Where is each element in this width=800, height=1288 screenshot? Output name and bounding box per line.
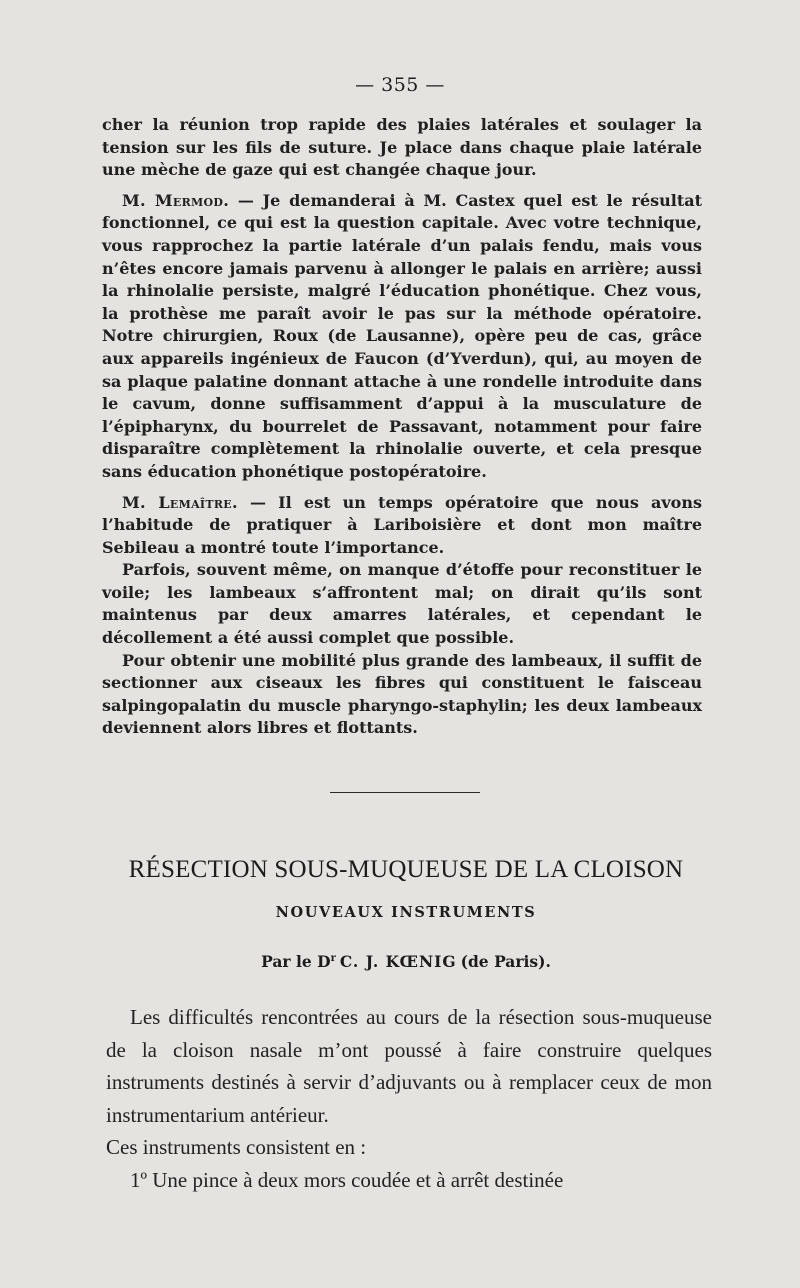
article-paragraph-2: Ces instruments consistent en : [106, 1135, 367, 1159]
mermod-text: — Je demanderai à M. Castex quel est le résultat fonctionnel, ce qui est la question capitale. Avec votre technique, vous rapprochez la partie latérale d’un palais fendu, mais vous n’êtes encore jamais parvenu à allonger le palais en arrière; aussi la rhinolalie persiste, malgré l’éducation phonétique. Chez vous, la prothèse me paraît avoir le pas sur la méthode opératoire. Notre chirurgien, Roux (de Lausanne), opère peu de cas, grâce aux appareils ingénieux de Faucon (d’Yverdun), qui, au moyen de sa plaque palatine donnant attache à une rondelle introduite dans le cavum, donne suffisamment d’appui à la musculature de l’épipharynx, du bourrelet de Passavant, notamment pour faire disparaître complètement la rhinolalie ouverte, et cela presque sans éducation phonétique postopératoire. [102, 190, 702, 481]
speaker-mermod: M. Mermod. [122, 190, 230, 210]
opening-paragraph: cher la réunion trop rapide des plaies latérales et soulager la tension sur les fils de suture. Je place dans chaque plaie latérale une mèche de gaze qui est changée chaque jour. [102, 115, 702, 180]
article-byline [100, 952, 712, 971]
discussion-section [102, 114, 702, 740]
speaker-lemaitre: M. Lemaître. [122, 492, 238, 512]
page-number: — 355 — [355, 74, 445, 96]
section-divider [330, 792, 480, 793]
article-subtitle: NOUVEAUX INSTRUMENTS [275, 904, 537, 921]
byline-sup: r [330, 952, 336, 964]
lemaitre-text: — Il est un temps opératoire que nous avons l’habitude de pratiquer à Lariboisière et dont mon maître Sebileau a montré toute l’importance. [102, 492, 702, 557]
byline-prefix: Par le D [261, 952, 331, 971]
lemaitre-paragraph-3: Pour obtenir une mobilité plus grande des lambeaux, il suffit de sectionner aux ciseaux les fibres qui constituent le faisceau salpingopalatin du muscle pharyngo-staphylin; les deux lambeaux deviennent alors libres et flottants. [102, 650, 702, 738]
article-paragraph-3: 1º Une pince à deux mors coudée et à arrêt destinée [130, 1167, 564, 1192]
author-name: C. J. KŒNIG [339, 952, 457, 971]
byline-suffix: (de Paris). [460, 952, 551, 971]
article-body [106, 1001, 712, 1196]
lemaitre-paragraph-2: Parfois, souvent même, on manque d’étoffe pour reconstituer le voile; les lambeaux s’affrontent mal; on dirait qu’ils sont maintenus par deux amarres latérales, et cependant le décollement a été aussi complet que possible. [102, 560, 702, 648]
mermod-paragraph [102, 190, 702, 484]
article-title: RÉSECTION SOUS-MUQUEUSE DE LA CLOISON [128, 856, 684, 883]
lemaitre-paragraph [102, 492, 702, 560]
article-paragraph-1: Les difficultés rencontrées au cours de la résection sous-muqueuse de la cloison nasale m’ont poussé à faire construire quelques instruments destinés à servir d’adjuvants ou à remplacer ceux de mon instrumentarium antérieur. [106, 1005, 712, 1127]
